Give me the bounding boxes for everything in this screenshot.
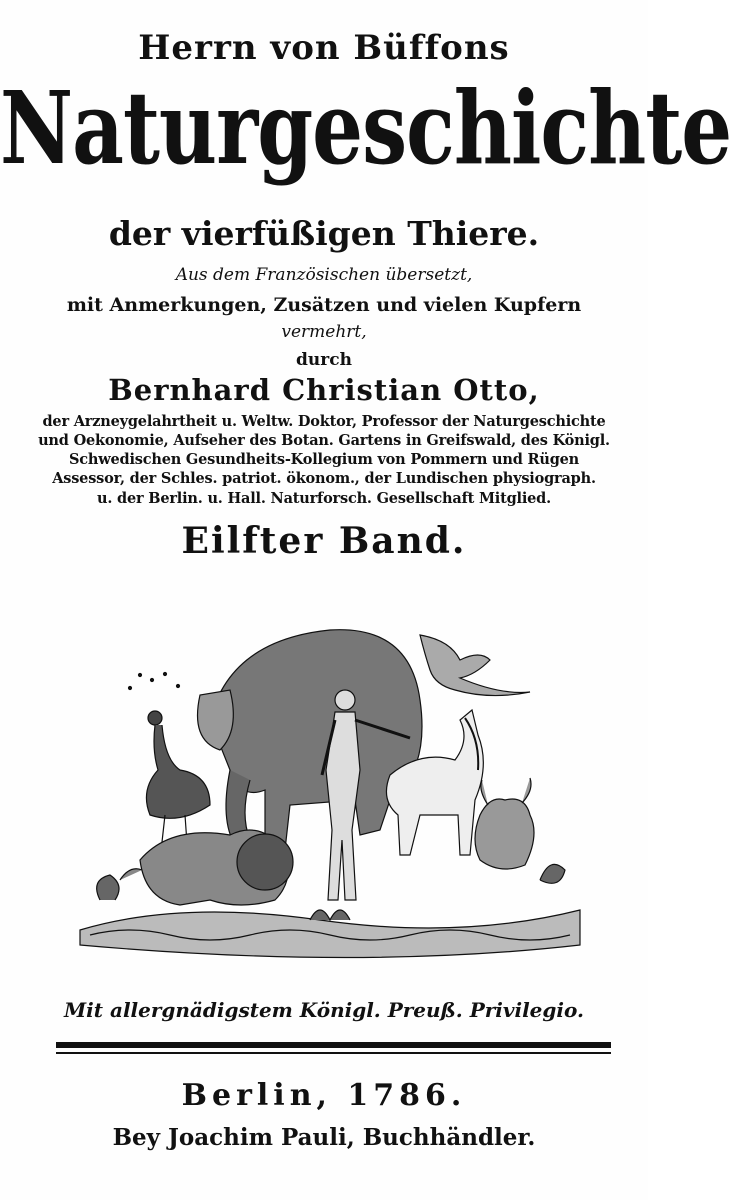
volume-title: Eilfter Band. — [181, 520, 467, 562]
by-line: durch — [296, 350, 352, 370]
credentials-line: der Arzneygelahrtheit u. Weltw. Doktor, Professor der Naturgeschichte — [42, 413, 606, 430]
translated-line: Aus dem Französischen übersetzt, — [175, 265, 473, 285]
insect-swarm — [129, 673, 180, 690]
bird-figure — [420, 635, 530, 696]
credentials-line: Assessor, der Schles. patriot. ökonom., der Lundischen physiograph. — [52, 470, 596, 487]
elephant-figure — [198, 630, 423, 850]
publisher-line: Bey Joachim Pauli, Buchhändler. — [112, 1124, 536, 1151]
translator-name: Bernhard Christian Otto, — [108, 373, 540, 407]
privilege-line: Mit allergnädigstem Königl. Preuß. Privilegio. — [64, 998, 584, 1022]
place-year-line: Berlin, 1786. — [181, 1078, 467, 1113]
subject-line: der vierfüßigen Thiere. — [108, 214, 540, 253]
credentials-line: Schwedischen Gesundheits-Kollegium von Pommern und Rügen — [68, 451, 580, 468]
credentials-line: u. der Berlin. u. Hall. Naturforsch. Gesellschaft Mitglied. — [97, 490, 551, 507]
divider-rule-thin — [56, 1052, 611, 1054]
main-title: Naturgeschichte — [0, 69, 731, 187]
divider-rule — [56, 1042, 611, 1048]
ground-shading — [80, 910, 580, 958]
author-line: Herrn von Büffons — [138, 28, 510, 68]
ox-figure — [475, 778, 534, 869]
enlarged-line: vermehrt, — [281, 322, 367, 342]
credentials-line: und Oekonomie, Aufseher des Botan. Gartens in Greifswald, des Königl. — [38, 432, 610, 449]
lion-figure — [120, 830, 293, 905]
annotations-line: mit Anmerkungen, Zusätzen und vielen Kupfern — [66, 294, 582, 316]
engraving-vignette — [60, 600, 600, 990]
